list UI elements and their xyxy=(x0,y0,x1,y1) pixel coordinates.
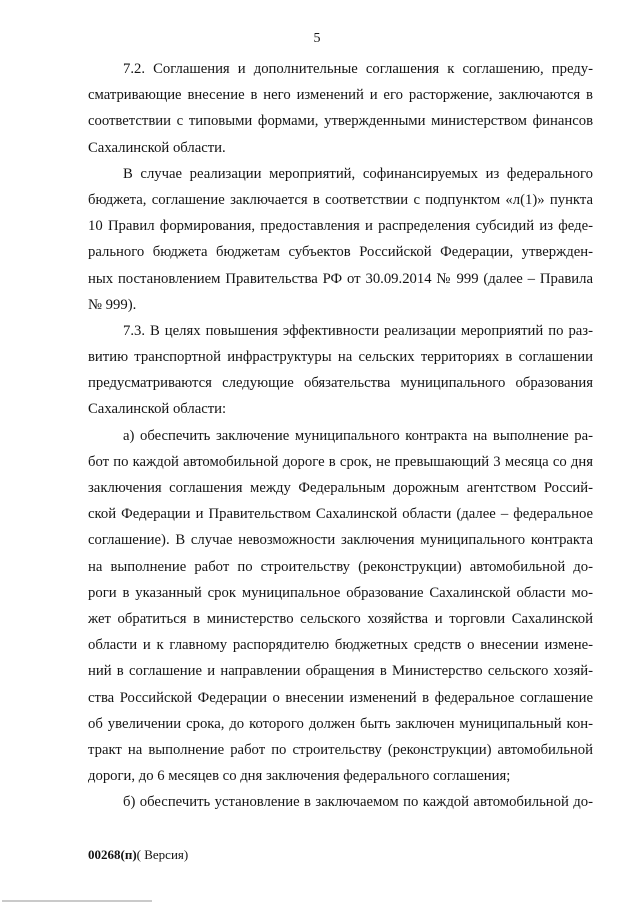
item-a-line: а) обеспечить заключение муниципального контракта на выполнение ра- xyxy=(123,427,593,444)
text-line: ской Федерации и Правительством Сахалинской области (далее – федеральное xyxy=(88,506,593,523)
text-line: 10 Правил формирования, предоставления и распределения субсидий из феде- xyxy=(88,218,593,235)
text-line: ний в соглашение и направлении обращения в Министерство сельского хозяй- xyxy=(88,663,593,680)
document-body xyxy=(88,56,593,815)
paragraph-first-line: В случае реализации мероприятий, софинансируемых из федерального xyxy=(123,165,593,182)
text-line: жет обратиться в министерство сельского хозяйства и торговли Сахалинской xyxy=(88,610,593,627)
item-b-line: б) обеспечить установление в заключаемом по каждой автомобильной до- xyxy=(123,794,593,811)
text-line: тракт на выполнение работ по строительству (реконструкции) автомобильной xyxy=(88,741,593,758)
text-line: рального бюджета бюджетам субъектов Российской Федерации, утвержден- xyxy=(88,244,593,261)
page-number: 5 xyxy=(313,31,321,46)
clause-7-3-line: 7.3. В целях повышения эффективности реализации мероприятий по раз- xyxy=(123,322,593,339)
text-line: бюджета, соглашение заключается в соответствии с подпунктом «л(1)» пункта xyxy=(88,191,593,208)
text-line: бот по каждой автомобильной дороге в срок, не превышающий 3 месяца со дня xyxy=(88,453,593,470)
document-code: 00268(п) xyxy=(88,847,137,862)
text-line: дороги, до 6 месяцев со дня заключения федерального соглашения; xyxy=(88,768,511,785)
document-footer xyxy=(88,847,188,863)
text-line: роги в указанный срок муниципальное образование Сахалинской области мо- xyxy=(88,584,593,601)
text-line: витию транспортной инфраструктуры на сельских территориях в соглашении xyxy=(88,349,593,366)
text-line: предусматриваются следующие обязательства муниципального образования xyxy=(88,375,593,392)
text-line: сматривающие внесение в него изменений и его расторжение, заключаются в xyxy=(88,87,593,104)
text-line: ных постановлением Правительства РФ от 30.09.2014 № 999 (далее – Правила xyxy=(88,270,593,287)
text-line: об увеличении срока, до которого должен быть заключен муниципальный кон- xyxy=(88,715,593,732)
scan-artifact xyxy=(2,900,152,902)
clause-7-2-line: 7.2. Соглашения и дополнительные соглашения к соглашению, преду- xyxy=(123,61,593,77)
text-line: соглашение). В случае невозможности заключения муниципального контракта xyxy=(88,532,593,549)
text-line: ства Российской Федерации о внесении изменений в федеральное соглашение xyxy=(88,689,593,706)
text-line: заключения соглашения между Федеральным дорожным агентством Россий- xyxy=(88,480,593,496)
text-line: Сахалинской области. xyxy=(88,139,226,156)
text-line: № 999). xyxy=(88,296,137,313)
text-line: Сахалинской области: xyxy=(88,401,227,418)
text-line: соответствии с типовыми формами, утвержденными министерством финансов xyxy=(88,113,593,130)
text-line: на выполнение работ по строительству (реконструкции) автомобильной до- xyxy=(88,558,593,575)
text-line: области и к главному распорядителю бюджетных средств о внесении измене- xyxy=(88,637,593,654)
document-version: ( Версия) xyxy=(136,847,189,862)
